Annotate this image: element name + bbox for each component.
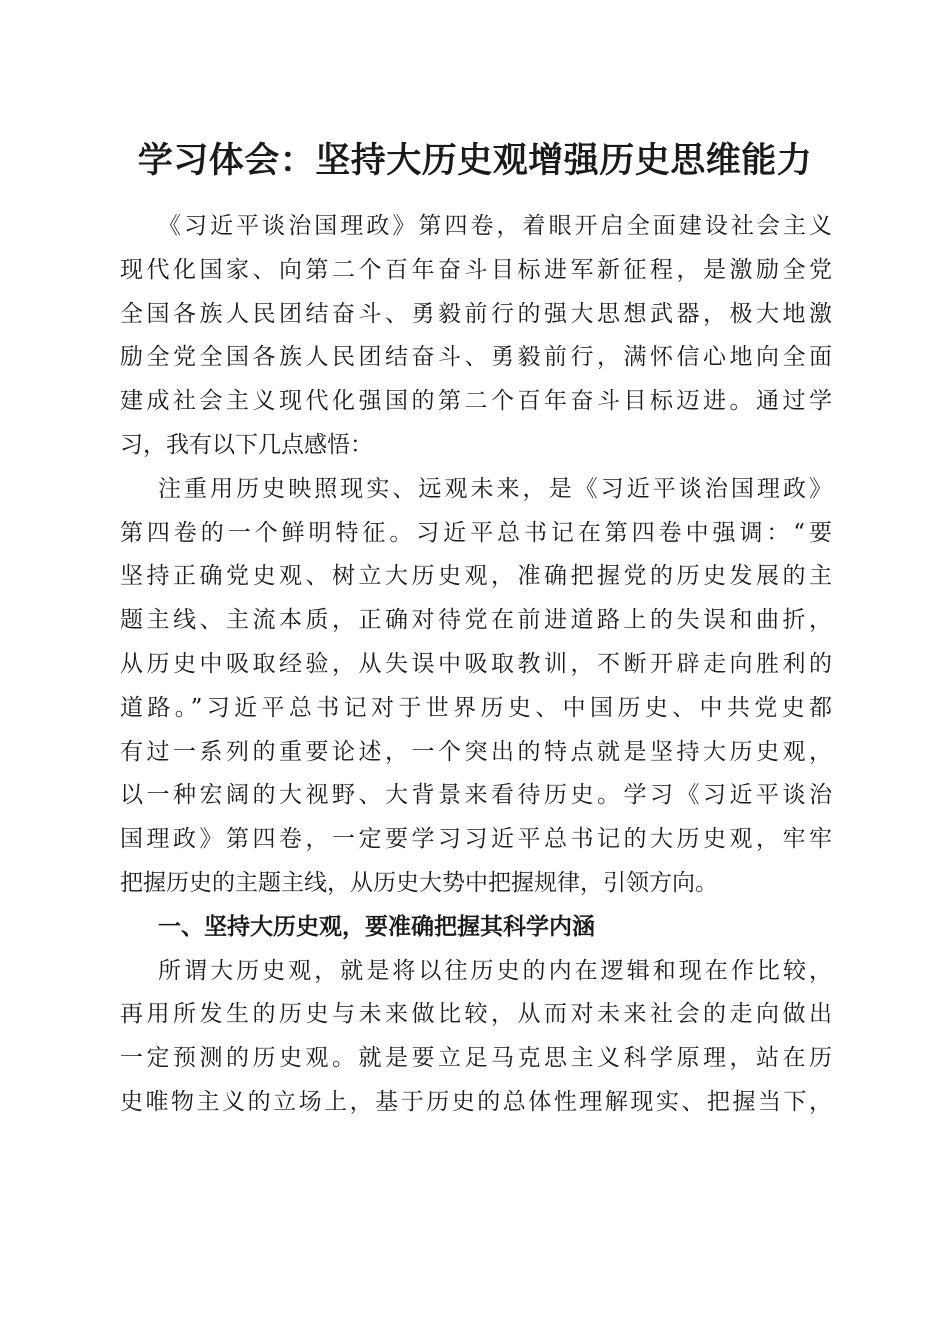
paragraph-2-line-1: 注重用历史映照现实、远观未来，是《习近平谈治国理政》 xyxy=(158,475,832,502)
paragraph-2-line-8: 以一种宏阔的大视野、大背景来看待历史。学习《习近平谈治 xyxy=(120,782,832,809)
paragraph-2-line-3: 坚持正确党史观、树立大历史观，准确把握党的历史发展的主 xyxy=(120,563,832,590)
paragraph-1-line-3: 全国各族人民团结奋斗、勇毅前行的强大思想武器，极大地激 xyxy=(120,300,832,327)
paragraph-3-line-2: 再用所发生的历史与未来做比较，从而对未来社会的走向做出 xyxy=(120,1001,832,1028)
paragraph-2-line-9: 国理政》第四卷，一定要学习习近平总书记的大历史观，牢牢 xyxy=(120,826,832,853)
paragraph-1-line-2: 现代化国家、向第二个百年奋斗目标进军新征程，是激励全党 xyxy=(120,256,832,283)
document-body xyxy=(120,205,832,1125)
paragraph-3-line-1: 所谓大历史观，就是将以往历史的内在逻辑和现在作比较， xyxy=(158,957,832,984)
section-heading-1: 一、坚持大历史观，要准确把握其科学内涵 xyxy=(158,913,595,940)
paragraph-2-line-10: 把握历史的主题主线，从历史大势中把握规律，引领方向。 xyxy=(120,869,718,896)
paragraph-2-line-4: 题主线、主流本质，正确对待党在前进道路上的失误和曲折， xyxy=(120,607,832,634)
paragraph-2-line-6: 道路。”习近平总书记对于世界历史、中国历史、中共党史都 xyxy=(120,694,832,721)
paragraph-1-line-5: 建成社会主义现代化强国的第二个百年奋斗目标迈进。通过学 xyxy=(120,388,832,415)
paragraph-1-line-1: 《习近平谈治国理政》第四卷，着眼开启全面建设社会主义 xyxy=(158,213,832,239)
paragraph-2-line-7: 有过一系列的重要论述，一个突出的特点就是坚持大历史观， xyxy=(120,738,832,765)
document-title: 学习体会：坚持大历史观增强历史思维能力 xyxy=(137,140,813,181)
paragraph-2-line-2: 第四卷的一个鲜明特征。习近平总书记在第四卷中强调：“要 xyxy=(120,519,832,546)
paragraph-2-line-5: 从历史中吸取经验，从失误中吸取教训，不断开辟走向胜利的 xyxy=(120,650,832,677)
paragraph-3-line-3: 一定预测的历史观。就是要立足马克思主义科学原理，站在历 xyxy=(120,1045,832,1072)
paragraph-1-line-6: 习，我有以下几点感悟： xyxy=(120,431,373,458)
paragraph-3-line-4: 史唯物主义的立场上，基于历史的总体性理解现实、把握当下， xyxy=(120,1088,832,1115)
paragraph-1-line-4: 励全党全国各族人民团结奋斗、勇毅前行，满怀信心地向全面 xyxy=(120,344,832,371)
